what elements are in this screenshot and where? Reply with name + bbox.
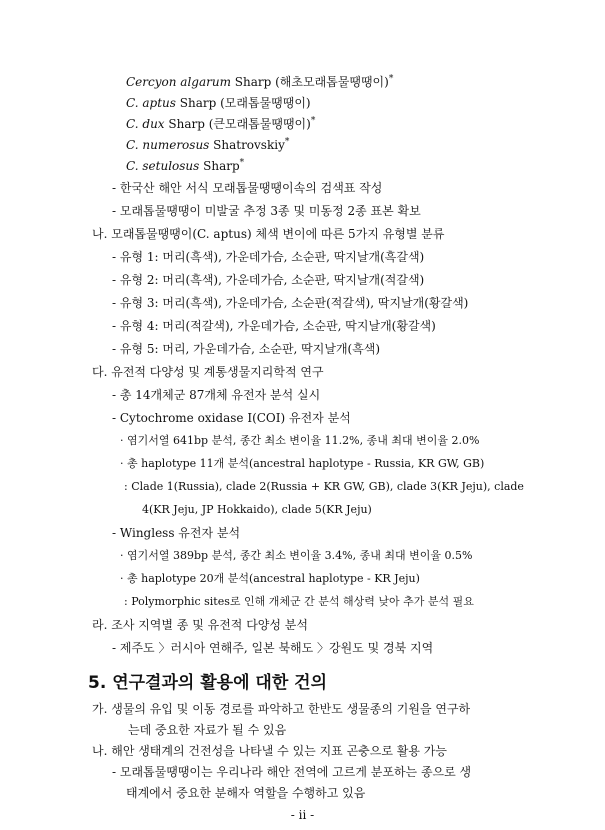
bullet-line: 태계에서 중요한 분해자 역할을 수행하고 있음 <box>126 786 366 800</box>
section-line: 라. 조사 지역별 종 및 유전적 다양성 분석 <box>92 618 308 632</box>
page-number: - ii - <box>290 808 315 822</box>
bullet-line: - 유형 2: 머리(흑색), 가운데가슴, 소순판, 딱지날개(적갈색) <box>112 273 425 287</box>
section-line: 나. 모래톱물땡땡이(C. aptus) 체색 변이에 따른 5가지 유형별 분류 <box>92 227 445 241</box>
section-heading: 5. 연구결과의 활용에 대한 건의 <box>88 673 328 693</box>
bullet-line: - 모래톱물땡땡이 미발굴 추정 3종 및 미동정 2종 표본 확보 <box>112 204 421 218</box>
species-line: C. numerosus Shatrovskiy* <box>126 137 290 152</box>
detail-line: 4(KR Jeju, JP Hokkaido), clade 5(KR Jeju) <box>142 503 372 516</box>
detail-line: · 염기서열 389bp 분석, 종간 최소 변이율 3.4%, 종내 최대 변이율 0.5% <box>120 549 473 562</box>
bullet-line: - 모래톱물땡땡이는 우리나라 해안 전역에 고르게 분포하는 종으로 생 <box>112 765 472 779</box>
section-line: 나. 해안 생태계의 건전성을 나타낼 수 있는 지표 곤충으로 활용 가능 <box>92 744 447 758</box>
section-line: 는데 중요한 자료가 될 수 있음 <box>128 723 287 737</box>
species-line: Cercyon algarum Sharp (해초모래톱물땡땡이)* <box>126 74 394 89</box>
detail-line: : Polymorphic sites로 인해 개체군 간 분석 해상력 낮아 추가 분석 필요 <box>124 595 474 608</box>
detail-line: : Clade 1(Russia), clade 2(Russia + KR GW, GB), clade 3(KR Jeju), clade <box>124 480 524 493</box>
species-line: C. aptus Sharp (모래톱물땡땡이) <box>126 96 311 110</box>
bullet-line: - 유형 3: 머리(흑색), 가운데가슴, 소순판(적갈색), 딱지날개(황갈색) <box>112 296 469 310</box>
detail-line: · 총 haplotype 20개 분석(ancestral haplotype - KR Jeju) <box>120 572 420 585</box>
detail-line: · 염기서열 641bp 분석, 종간 최소 변이율 11.2%, 종내 최대 변이율 2.0% <box>120 434 480 447</box>
bullet-line: - 유형 1: 머리(흑색), 가운데가슴, 소순판, 딱지날개(흑갈색) <box>112 250 425 264</box>
bullet-line: - 총 14개체군 87개체 유전자 분석 실시 <box>112 388 321 402</box>
species-line: C. setulosus Sharp* <box>126 158 245 173</box>
section-line: 가. 생물의 유입 및 이동 경로를 파악하고 한반도 생물종의 기원을 연구하 <box>92 702 471 716</box>
detail-line: · 총 haplotype 11개 분석(ancestral haplotype - Russia, KR GW, GB) <box>120 457 485 470</box>
bullet-line: - Wingless 유전자 분석 <box>112 526 241 540</box>
section-line: 다. 유전적 다양성 및 계통생물지리학적 연구 <box>92 365 324 379</box>
bullet-line: - 유형 4: 머리(적갈색), 가운데가슴, 소순판, 딱지날개(황갈색) <box>112 319 436 333</box>
bullet-line: - 한국산 해안 서식 모래톱물땡땡이속의 검색표 작성 <box>112 181 383 195</box>
bullet-line: - 유형 5: 머리, 가운데가슴, 소순판, 딱지날개(흑색) <box>112 342 381 356</box>
species-line: C. dux Sharp (큰모래톱물땡땡이)* <box>126 116 316 131</box>
bullet-line: - 제주도 〉러시아 연해주, 일본 북해도 〉강원도 및 경북 지역 <box>112 641 434 655</box>
bullet-line: - Cytochrome oxidase I(COI) 유전자 분석 <box>112 411 351 425</box>
